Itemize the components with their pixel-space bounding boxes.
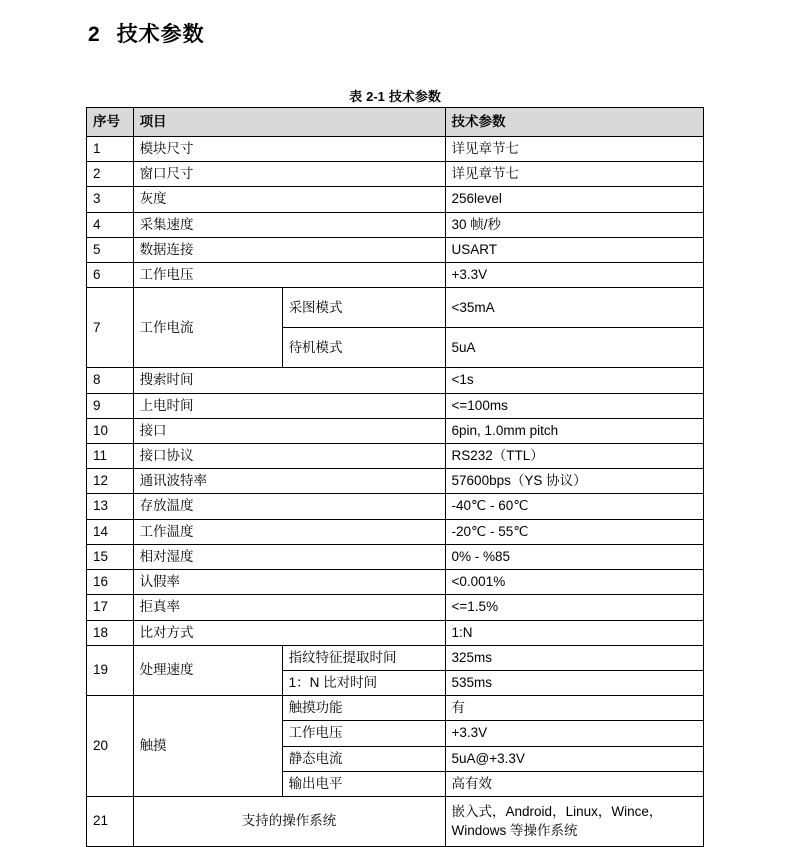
page-title — [88, 18, 205, 48]
cell-seq: 21 — [87, 797, 134, 847]
cell-item: 采集速度 — [133, 212, 445, 237]
table-row — [87, 162, 704, 187]
table-row — [87, 544, 704, 569]
cell-value: 325ms — [445, 645, 703, 670]
cell-item: 触摸 — [133, 696, 282, 797]
cell-seq: 19 — [87, 645, 134, 695]
cell-item: 接口 — [133, 418, 445, 443]
cell-sub: 指纹特征提取时间 — [282, 645, 445, 670]
cell-value: 有 — [445, 696, 703, 721]
table-row — [87, 570, 704, 595]
cell-seq: 15 — [87, 544, 134, 569]
cell-value: 30 帧/秒 — [445, 212, 703, 237]
cell-value: -20℃ - 55℃ — [445, 519, 703, 544]
cell-value: 0% - %85 — [445, 544, 703, 569]
cell-sub: 输出电平 — [282, 771, 445, 796]
cell-sub: 1：N 比对时间 — [282, 670, 445, 695]
cell-seq: 2 — [87, 162, 134, 187]
cell-value: +3.3V — [445, 263, 703, 288]
cell-item: 通讯波特率 — [133, 469, 445, 494]
cell-seq: 20 — [87, 696, 134, 797]
table-row — [87, 368, 704, 393]
cell-sub: 触摸功能 — [282, 696, 445, 721]
cell-value: <=1.5% — [445, 595, 703, 620]
cell-value: -40℃ - 60℃ — [445, 494, 703, 519]
table-header-row — [87, 108, 704, 137]
cell-value: 5uA@+3.3V — [445, 746, 703, 771]
cell-value: 535ms — [445, 670, 703, 695]
cell-value: 256level — [445, 187, 703, 212]
cell-value: 1:N — [445, 620, 703, 645]
table-row — [87, 237, 704, 262]
cell-value: 嵌入式，Android，Linux，Wince，Windows 等操作系统 — [445, 797, 703, 847]
cell-seq: 4 — [87, 212, 134, 237]
header-seq: 序号 — [87, 108, 134, 137]
table-row — [87, 263, 704, 288]
cell-item: 工作温度 — [133, 519, 445, 544]
cell-value: <1s — [445, 368, 703, 393]
cell-seq: 5 — [87, 237, 134, 262]
cell-seq: 7 — [87, 288, 134, 368]
cell-item: 存放温度 — [133, 494, 445, 519]
cell-seq: 10 — [87, 418, 134, 443]
cell-value: 5uA — [445, 328, 703, 368]
cell-item: 支持的操作系统 — [133, 797, 445, 847]
cell-seq: 12 — [87, 469, 134, 494]
table-row — [87, 519, 704, 544]
cell-item: 相对湿度 — [133, 544, 445, 569]
table-row — [87, 418, 704, 443]
cell-item: 窗口尺寸 — [133, 162, 445, 187]
cell-item: 上电时间 — [133, 393, 445, 418]
cell-item: 拒真率 — [133, 595, 445, 620]
table-row — [87, 137, 704, 162]
caption-number: 2-1 — [366, 89, 385, 104]
table-row — [87, 494, 704, 519]
cell-value: <=100ms — [445, 393, 703, 418]
cell-value: 57600bps（YS 协议） — [445, 469, 703, 494]
cell-item: 认假率 — [133, 570, 445, 595]
cell-seq: 14 — [87, 519, 134, 544]
table-row — [87, 620, 704, 645]
cell-seq: 1 — [87, 137, 134, 162]
table-row — [87, 595, 704, 620]
table-row — [87, 797, 704, 847]
cell-item: 接口协议 — [133, 443, 445, 468]
cell-item: 灰度 — [133, 187, 445, 212]
cell-sub: 待机模式 — [282, 328, 445, 368]
cell-item: 搜索时间 — [133, 368, 445, 393]
cell-item: 工作电流 — [133, 288, 282, 368]
cell-sub: 静态电流 — [282, 746, 445, 771]
cell-value: RS232（TTL） — [445, 443, 703, 468]
cell-seq: 16 — [87, 570, 134, 595]
heading-text: 技术参数 — [116, 23, 205, 46]
cell-item: 工作电压 — [133, 263, 445, 288]
cell-seq: 3 — [87, 187, 134, 212]
cell-item: 数据连接 — [133, 237, 445, 262]
table-row — [87, 288, 704, 328]
header-item: 项目 — [133, 108, 445, 137]
table-row — [87, 645, 704, 670]
cell-value: +3.3V — [445, 721, 703, 746]
table-row — [87, 187, 704, 212]
cell-sub: 工作电压 — [282, 721, 445, 746]
caption-prefix: 表 — [349, 89, 363, 104]
cell-sub: 采图模式 — [282, 288, 445, 328]
table-row — [87, 443, 704, 468]
cell-value: <35mA — [445, 288, 703, 328]
cell-item: 比对方式 — [133, 620, 445, 645]
cell-value: 详见章节七 — [445, 137, 703, 162]
cell-seq: 9 — [87, 393, 134, 418]
table-caption — [0, 86, 790, 105]
header-value: 技术参数 — [445, 108, 703, 137]
cell-value: 6pin, 1.0mm pitch — [445, 418, 703, 443]
cell-value: 高有效 — [445, 771, 703, 796]
technical-parameters-table — [86, 107, 704, 847]
table-row — [87, 696, 704, 721]
cell-seq: 8 — [87, 368, 134, 393]
cell-value: 详见章节七 — [445, 162, 703, 187]
cell-seq: 11 — [87, 443, 134, 468]
cell-item: 处理速度 — [133, 645, 282, 695]
caption-text: 技术参数 — [388, 89, 441, 104]
cell-seq: 18 — [87, 620, 134, 645]
cell-value: USART — [445, 237, 703, 262]
cell-seq: 17 — [87, 595, 134, 620]
cell-item: 模块尺寸 — [133, 137, 445, 162]
table-row — [87, 393, 704, 418]
table-row — [87, 212, 704, 237]
heading-number: 2 — [88, 23, 101, 46]
cell-seq: 6 — [87, 263, 134, 288]
cell-value: <0.001% — [445, 570, 703, 595]
cell-seq: 13 — [87, 494, 134, 519]
table-row — [87, 469, 704, 494]
